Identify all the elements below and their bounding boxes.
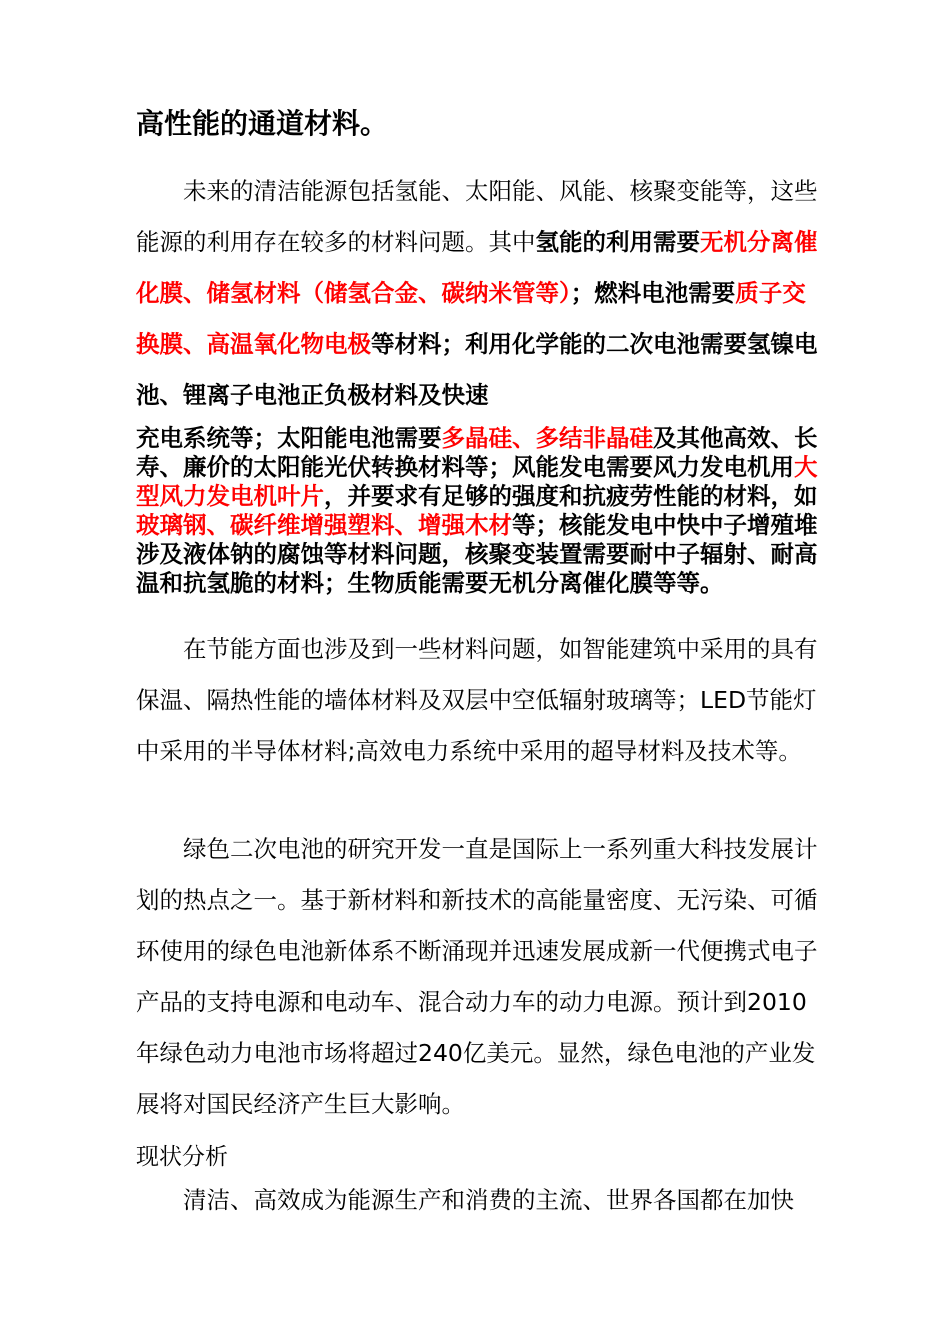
text-run-bold: ；燃料电池需要 (570, 279, 736, 307)
paragraph-battery-solar-wind (136, 424, 824, 598)
paragraph-status: 清洁、高效成为能源生产和消费的主流、世界各国都在加快 (183, 1186, 794, 1214)
text-run-bold: 氢能的利用需要 (535, 228, 700, 256)
highlight-fuel-cell-materials: 质子交换膜、高温氧化物电极 (136, 279, 806, 358)
paragraph-green-battery: 绿色二次电池的研究开发一直是国际上一系列重大科技发展计划的热点之一。基于新材料和新技术的高能量密度、无污染、可循环使用的绿色电池新体系不断涌现并迅速发展成新一代便携式电子产品的支持电源和电动车、混合动力车的动力电源。预计到2010年绿色动力电池市场将超过240亿美元。显然，绿色电池的产业发展将对国民经济产生巨大影响。 (136, 835, 818, 1118)
text-run: ，并要求有足够的强度和抗疲劳性能的材料，如 (324, 482, 818, 510)
text-run: 充电系统等；太阳能电池需要 (136, 424, 442, 452)
text-run-bold: 等材料；利用化学能的二次电池需要氢镍电池、锂离子电池正负极材料及快速 (136, 330, 818, 409)
paragraph-energy-saving: 在节能方面也涉及到一些材料问题，如智能建筑中采用的具有保温、隔热性能的墙体材料及双层中空低辐射玻璃等；LED节能灯中采用的半导体材料;高效电力系统中采用的超导材料及技术等。 (136, 635, 818, 765)
subheading-status-analysis: 现状分析 (136, 1144, 228, 1170)
highlight-wind-blade: 大型风力发电机叶片 (136, 453, 818, 510)
text-run: 等；核能发电中快中子增殖堆涉及液体钠的腐蚀等材料问题，核聚变装置需要耐中子辐射、耐高温和抗氢脆的材料；生物质能需要无机分离催化膜等等。 (136, 511, 818, 597)
highlight-composite-materials: 玻璃钢、碳纤维增强塑料、增强木材 (136, 511, 512, 539)
paragraph-clean-energy (136, 166, 824, 421)
text-run: 及其他高效、长寿、廉价的太阳能光伏转换材料等；风能发电需要风力发电机用 (136, 424, 818, 481)
highlight-solar-materials: 多晶硅、多结非晶硅 (441, 424, 653, 452)
highlight-hydrogen-materials: 无机分离催化膜、储氢材料（储氢合金、碳纳米管等） (136, 228, 818, 307)
text-run: 未来的清洁能源包括氢能、太阳能、风能、核聚变能等，这些能源的利用存在较多的材料问题。其中 (136, 177, 818, 256)
section-title: 高性能的通道材料。 (136, 107, 389, 140)
